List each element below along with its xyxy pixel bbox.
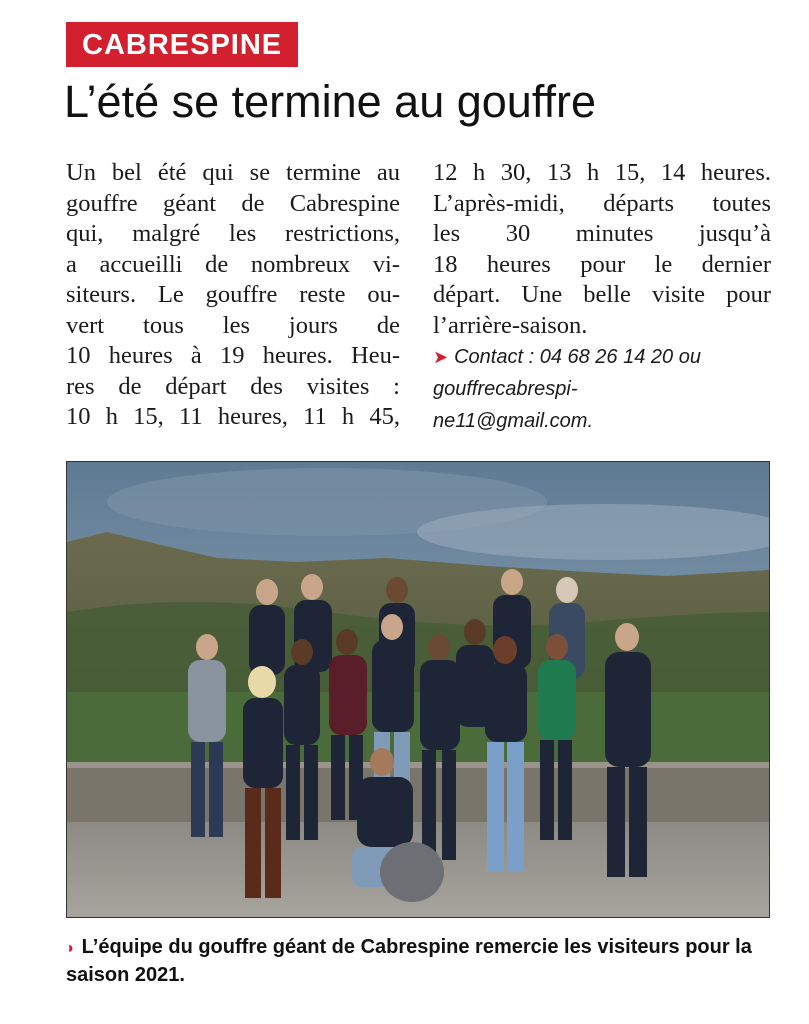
body-line: l’arrière-saison. [433,311,588,339]
triangle-bullet-icon: ◗ [66,940,76,957]
caption-text: L’équipe du gouffre géant de Cabrespine remercie les visiteurs pour la saison 2021. [66,936,752,986]
body-line: a accueilli de nombreux vi- [66,250,400,278]
body-line: L’après-midi, départs toutes [433,189,771,217]
body-line: Un bel été qui se termine au [66,159,400,186]
body-line: siteurs. Le gouffre reste ou- [66,281,400,308]
article-headline: L’été se termine au gouffre [64,76,597,127]
body-line: vert tous les jours de [66,311,400,339]
photo-caption [66,934,776,989]
body-line: 10 h 15, 11 heures, 11 h 45, [66,403,400,430]
body-line: 10 heures à 19 heures. Heu- [66,342,400,369]
body-column-2 [433,158,771,437]
body-line: qui, malgré les restrictions, [66,220,400,247]
body-line: les 30 minutes jusqu’à [433,220,771,247]
contact-email-part: gouffrecabrespi- [433,378,578,400]
body-line: départ. Une belle visite pour [433,281,771,308]
body-line: gouffre géant de Cabrespine [66,189,400,217]
body-line: 12 h 30, 13 h 15, 14 heures. [433,159,771,186]
contact-block [433,341,771,437]
body-line: 18 heures pour le dernier [433,250,771,278]
team-photo [66,461,770,918]
contact-email-part: ne11@gmail.com. [433,410,593,432]
body-column-1 [66,158,400,433]
contact-phone: Contact : 04 68 26 14 20 ou [454,346,701,368]
section-label: CABRESPINE [66,22,298,67]
arrow-icon: ➤ [433,347,449,367]
body-line: res de départ des visites : [66,372,400,400]
